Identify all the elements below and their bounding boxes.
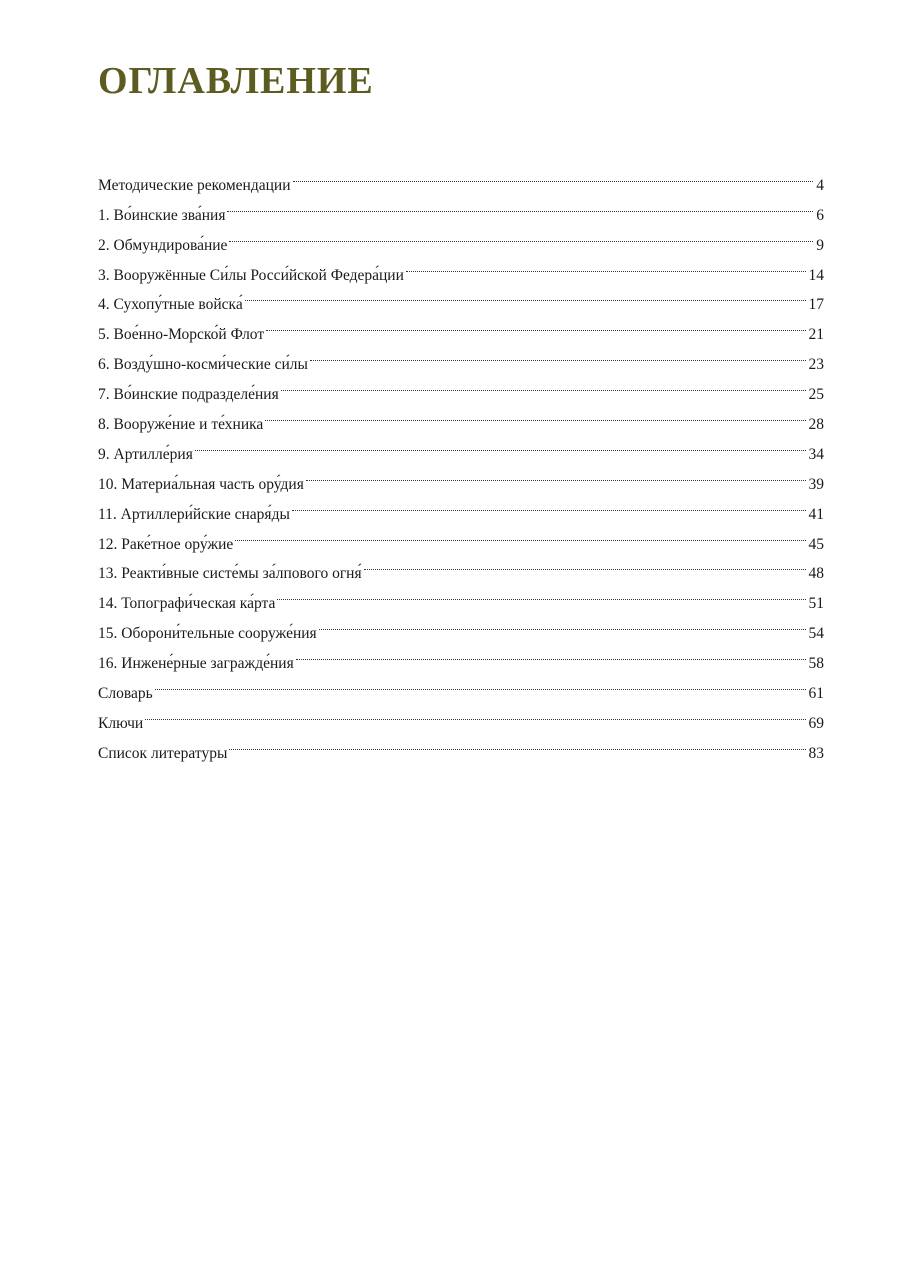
toc-leader-dots <box>265 399 805 429</box>
toc-entry-label: 5. Вое́нно-Морско́й Флот <box>98 326 265 344</box>
toc-leader-dots <box>306 459 806 489</box>
toc-leader-dots <box>195 429 806 459</box>
toc-entry-page: 51 <box>808 595 824 613</box>
toc-entry[interactable] <box>98 459 824 493</box>
toc-leader-dots <box>235 519 805 549</box>
toc-entry-label: 3. Вооружённые Си́лы Росси́йской Федера́ции <box>98 266 404 284</box>
page-title: ОГЛАВЛЕНИЕ <box>98 60 374 102</box>
toc-leader-dots <box>229 728 805 758</box>
toc-leader-dots <box>155 668 806 698</box>
toc-entry-page: 17 <box>808 296 824 314</box>
toc-entry-page: 39 <box>808 475 824 493</box>
toc-entry-label: 7. Во́инские подразделе́ния <box>98 386 279 404</box>
toc-leader-dots <box>145 698 805 728</box>
toc-entry-page: 83 <box>808 744 824 762</box>
toc-entry-label: Словарь <box>98 685 153 703</box>
toc-entry-label: 15. Оборони́тельные сооруже́ния <box>98 625 317 643</box>
toc-entry-page: 25 <box>808 386 824 404</box>
toc-leader-dots <box>227 190 813 220</box>
toc-entry[interactable] <box>98 698 824 732</box>
toc-entry-page: 48 <box>808 565 824 583</box>
toc-entry-label: 4. Сухопу́тные войска́ <box>98 296 243 314</box>
toc-entry-label: 2. Обмундирова́ние <box>98 236 228 254</box>
toc-entry-page: 61 <box>808 685 824 703</box>
toc-entry[interactable] <box>98 429 824 463</box>
toc-entry-label: 1. Во́инские зва́ния <box>98 206 226 224</box>
toc-entry-page: 28 <box>808 416 824 434</box>
toc-leader-dots <box>292 489 806 519</box>
toc-entry-page: 69 <box>808 714 824 732</box>
toc-entry-page: 41 <box>808 505 824 523</box>
toc-leader-dots <box>319 608 806 638</box>
toc-entry-page: 9 <box>816 236 824 254</box>
toc-entry-page: 4 <box>816 176 824 194</box>
toc-entry-label: Ключи <box>98 714 144 732</box>
toc-leader-dots <box>310 339 806 369</box>
toc-entry-label: 9. Артилле́рия <box>98 445 193 463</box>
toc-entry-label: 12. Раке́тное ору́жие <box>98 535 234 553</box>
toc-leader-dots <box>406 250 806 280</box>
toc-leader-dots <box>266 309 805 339</box>
toc-leader-dots <box>293 160 814 190</box>
toc-entry[interactable] <box>98 668 824 703</box>
toc-entry-label: Список литературы <box>98 744 228 762</box>
toc-entry-label: 8. Вооруже́ние и те́хника <box>98 416 264 434</box>
toc-entry[interactable] <box>98 728 824 762</box>
toc-entry-label: Методические рекомендации <box>98 176 291 194</box>
toc-entry-page: 34 <box>808 445 824 463</box>
toc-entry-page: 14 <box>808 266 824 284</box>
toc-entry-page: 21 <box>808 326 824 344</box>
table-of-contents <box>98 160 824 762</box>
toc-entry-page: 6 <box>816 206 824 224</box>
toc-leader-dots <box>364 549 806 579</box>
toc-entry-label: 14. Топографи́ческая ка́рта <box>98 595 276 613</box>
toc-leader-dots <box>245 280 806 310</box>
toc-entry-label: 13. Реакти́вные систе́мы за́лпового огня́ <box>98 565 362 583</box>
toc-leader-dots <box>281 369 806 399</box>
toc-entry[interactable] <box>98 160 824 194</box>
toc-leader-dots <box>296 638 806 668</box>
toc-entry-page: 58 <box>808 655 824 673</box>
toc-entry-label: 11. Артиллери́йские снаря́ды <box>98 505 290 523</box>
toc-entry-label: 16. Инжене́рные загражде́ния <box>98 655 294 673</box>
toc-entry-label: 6. Возду́шно-косми́ческие си́лы <box>98 356 308 374</box>
toc-leader-dots <box>277 578 805 608</box>
toc-entry-page: 45 <box>808 535 824 553</box>
toc-entry-page: 23 <box>808 356 824 374</box>
toc-entry-label: 10. Материа́льная часть ору́дия <box>98 475 304 493</box>
toc-entry-page: 54 <box>808 625 824 643</box>
toc-leader-dots <box>229 220 813 250</box>
